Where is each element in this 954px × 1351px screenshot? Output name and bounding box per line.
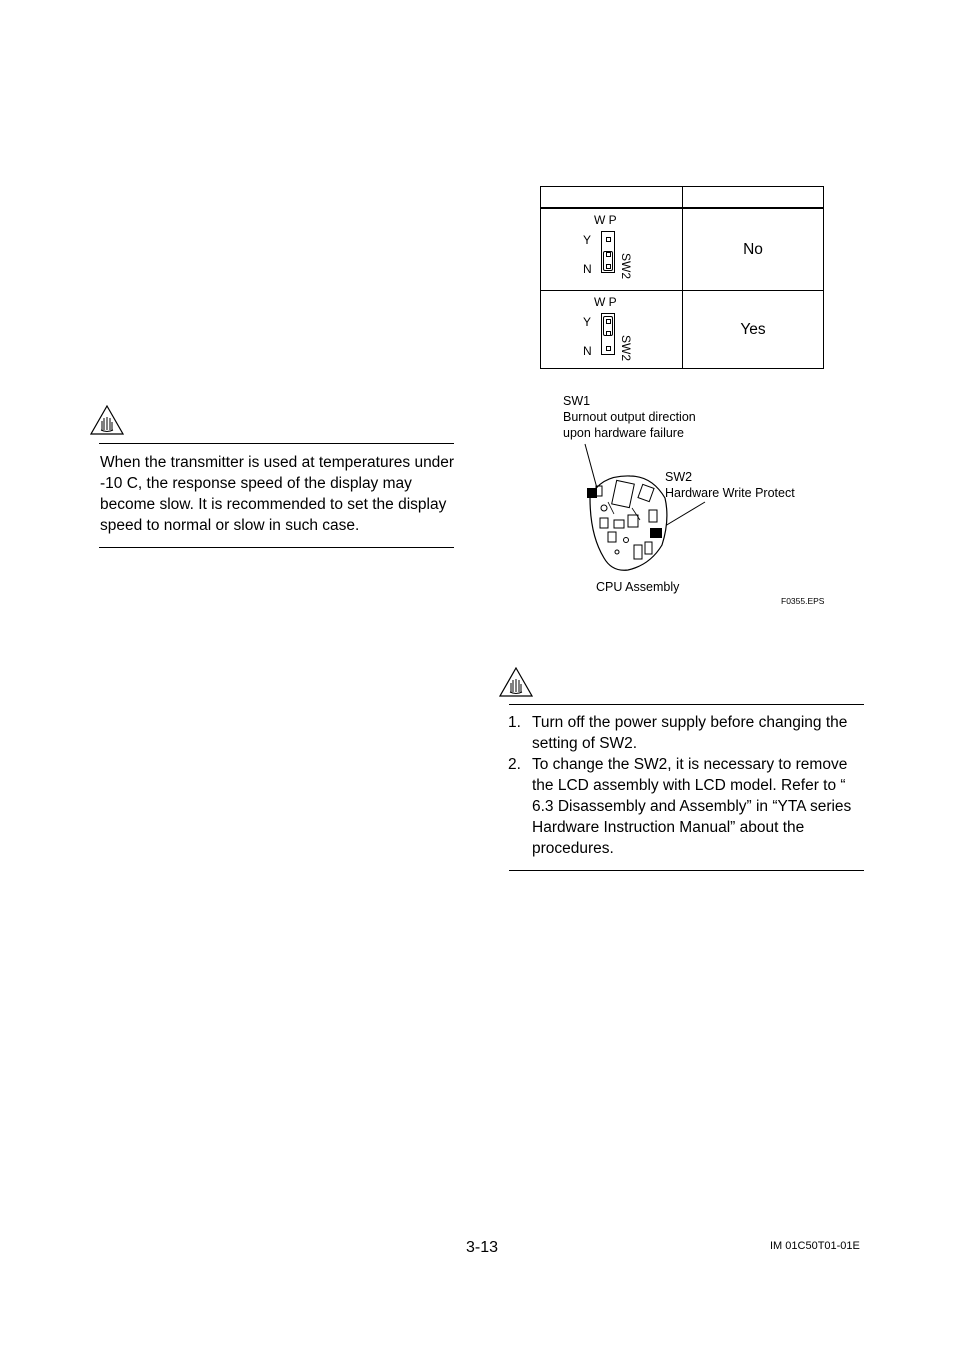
pin-mid: [606, 252, 611, 257]
list-item: [508, 754, 868, 859]
switch-diagram-yes: [541, 291, 683, 369]
document-id: IM 01C50T01-01E: [770, 1240, 860, 1252]
switch-diagram-no: [541, 208, 683, 291]
pin-bottom: [606, 264, 611, 269]
wp-label: W P: [594, 213, 617, 227]
pos-n-label: N: [583, 262, 592, 276]
pin-bottom: [606, 346, 611, 351]
note-right-top-rule: [509, 704, 864, 705]
note-right-bottom-rule: [509, 870, 864, 871]
page-number: 3-13: [466, 1239, 499, 1256]
write-protect-value: No: [683, 208, 824, 291]
table-row: [541, 208, 824, 291]
table-header-cell: [683, 187, 824, 209]
pin-top: [606, 237, 611, 242]
list-item-number: 2.: [508, 756, 521, 773]
figure-id: F0355.EPS: [781, 596, 825, 606]
sw1-description-line1: Burnout output direction: [563, 410, 696, 424]
jumper-switch: [601, 231, 615, 273]
sw1-description-line2: upon hardware failure: [563, 426, 684, 440]
list-item: [508, 712, 868, 754]
list-item-text: Turn off the power supply before changing the setting of SW2.: [532, 714, 848, 752]
sw2-title: SW2: [665, 470, 693, 484]
cpu-assembly-label: CPU Assembly: [596, 580, 680, 594]
table-row: [541, 291, 824, 369]
write-protect-value: Yes: [683, 291, 824, 369]
pin-mid: [606, 331, 611, 336]
jumper-switch: [601, 313, 615, 355]
note-left-text: When the transmitter is used at temperatures under -10 C, the response speed of the display may become slow. It is recommended to set the display speed to normal or slow in such case.: [100, 454, 455, 534]
table-header-cell: [541, 187, 683, 209]
sw2-description: Hardware Write Protect: [665, 486, 795, 500]
sw1-title: SW1: [563, 394, 591, 408]
note-left-top-rule: [99, 443, 454, 444]
sw2-rotated-label: SW2: [619, 253, 633, 280]
caution-hand-icon: [499, 667, 533, 697]
table-header-row: [541, 187, 824, 209]
note-left-bottom-rule: [99, 547, 454, 548]
cpu-board-illustration: [570, 440, 720, 590]
caution-hand-icon: [90, 405, 124, 435]
sw2-rotated-label: SW2: [619, 335, 633, 362]
pos-n-label: N: [583, 344, 592, 358]
write-protect-table: [540, 186, 824, 369]
list-item-text: To change the SW2, it is necessary to remove the LCD assembly with LCD model. Refer to “ 6.3 Disassembly and Assembly” in “YTA series Hardware Instruction Manual” about the procedures.: [532, 756, 852, 857]
wp-label: W P: [594, 295, 617, 309]
pos-y-label: Y: [583, 315, 592, 329]
note-right-list: [508, 712, 868, 859]
pos-y-label: Y: [583, 233, 592, 247]
list-item-number: 1.: [508, 714, 521, 731]
